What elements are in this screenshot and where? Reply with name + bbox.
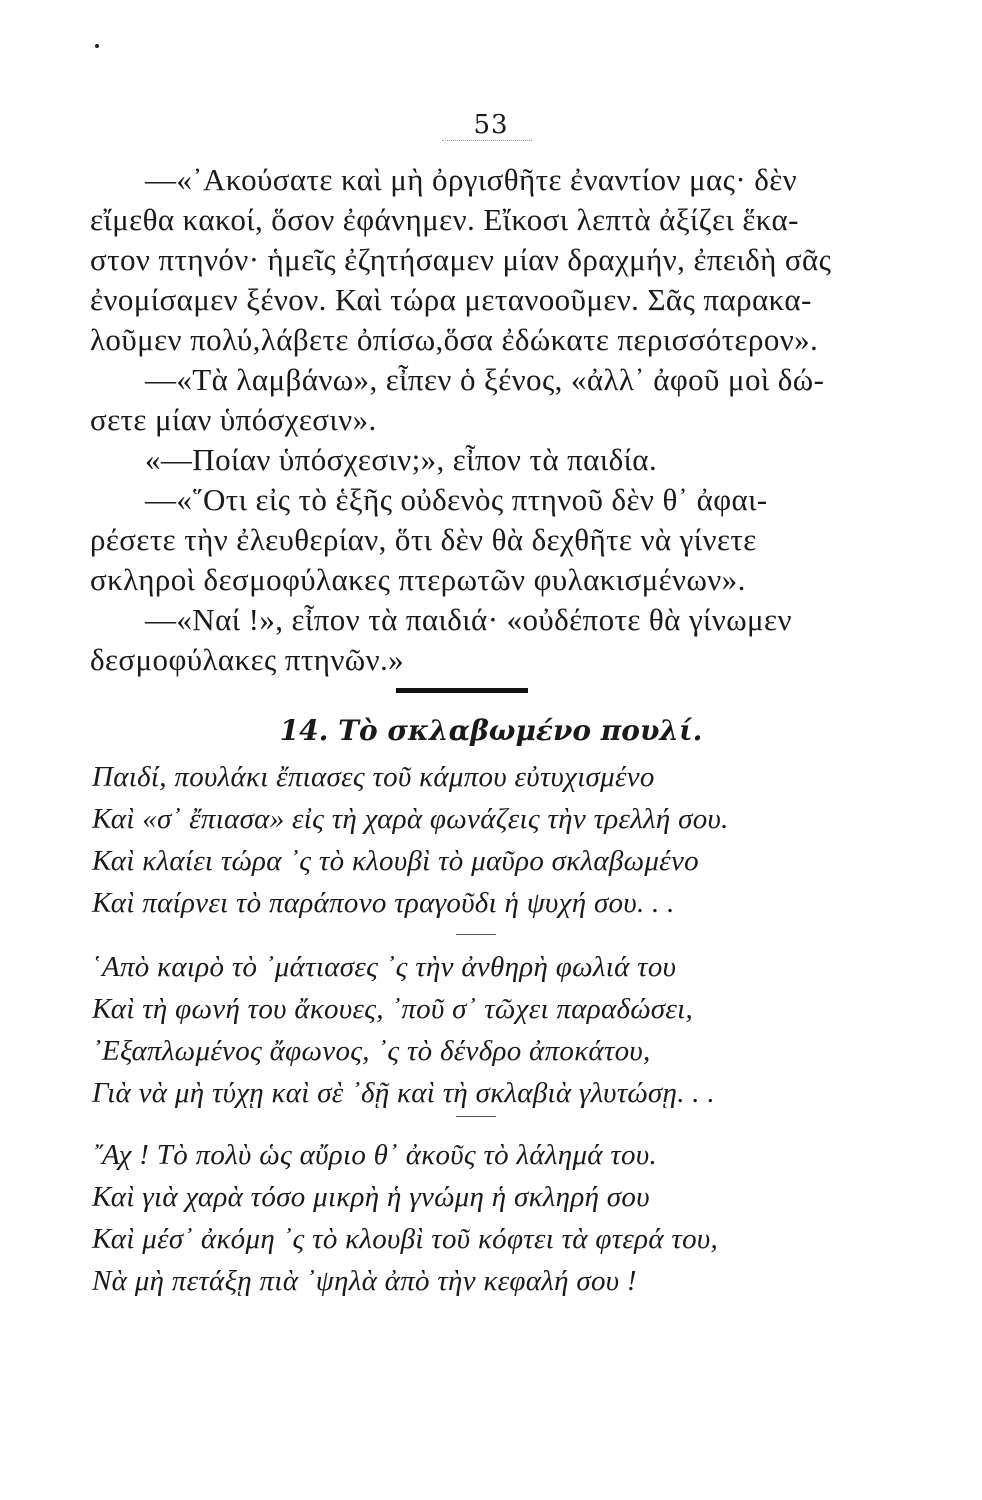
poem-line: Παιδί, πουλάκι ἔπιασες τοῦ κάμπου εὐτυχισμένο <box>92 761 655 793</box>
poem-line: Νὰ μὴ πετάξῃ πιὰ ᾿ψηλὰ ἀπὸ τὴν κεφαλή σου ! <box>92 1265 637 1297</box>
prose-line: λοῦμεν πολύ,λάβετε ὀπίσω,ὅσα ἐδώκατε περισσότερον». <box>90 322 819 357</box>
poem-line: Καὶ μέσ᾿ ἀκόμη ᾿ς τὸ κλουβὶ τοῦ κόφτει τὰ φτερά του, <box>92 1223 719 1255</box>
poem-line: Καὶ «σ᾿ ἔπιασα» εἰς τὴ χαρὰ φωνάζεις τὴν τρελλή σου. <box>92 803 729 835</box>
poem-line: Καὶ τὴ φωνή του ἄκουες, ᾿ποῦ σ᾿ τῶχει παραδώσει, <box>92 993 694 1025</box>
prose-line: στον πτηνόν· ἡμεῖς ἐζητήσαμεν μίαν δραχμήν, ἐπειδὴ σᾶς <box>90 242 832 277</box>
prose-line: δεσμοφύλακες πτηνῶν.» <box>90 642 405 677</box>
prose-line: σκληροὶ δεσμοφύλακες πτερωτῶν φυλακισμένων». <box>90 562 746 597</box>
page-number-underline <box>442 140 532 141</box>
stanza-divider <box>456 934 496 935</box>
prose-line: ρέσετε τὴν ἐλευθερίαν, ὅτι δὲν θὰ δεχθῆτε νὰ γίνετε <box>90 522 757 557</box>
poem-line: Γιὰ νὰ μὴ τύχῃ καὶ σὲ ᾿δῇ καὶ τὴ σκλαβιὰ γλυτώσῃ. . . <box>92 1077 715 1109</box>
prose-line: ἐνομίσαμεν ξένον. Καὶ τώρα μετανοοῦμεν. Σᾶς παρακα- <box>90 282 812 317</box>
poem-line: Καὶ γιὰ χαρὰ τόσο μικρὴ ἡ γνώμη ἡ σκληρή σου <box>92 1181 650 1213</box>
prose-line: «—Ποίαν ὑπόσχεσιν;», εἶπον τὰ παιδία. <box>145 442 658 477</box>
stanza-divider <box>456 1116 496 1117</box>
prose-line: εἴμεθα κακοί, ὅσον ἐφάνημεν. Εἴκοσι λεπτὰ ἀξίζει ἕκα- <box>90 202 799 237</box>
prose-line: —«Τὰ λαμβάνω», εἶπεν ὁ ξένος, «ἀλλ᾿ ἀφοῦ μοὶ δώ- <box>145 362 825 397</box>
prose-line: —«῞Οτι εἰς τὸ ἑξῆς οὐδενὸς πτηνοῦ δὲν θ᾿ ἀφαι- <box>145 482 768 517</box>
chapter-title: 14. Τὸ σκλαβωμένο πουλί. <box>279 714 703 747</box>
prose-line: —«Ναί !», εἶπον τὰ παιδιά· «οὐδέποτε θὰ γίνωμεν <box>145 602 792 637</box>
poem-line: ᾿Εξαπλωμένος ἄφωνος, ᾿ς τὸ δένδρο ἀποκάτου, <box>92 1035 651 1067</box>
stray-mark <box>95 44 99 48</box>
poem-line: Καὶ κλαίει τώρα ᾿ς τὸ κλουβὶ τὸ μαῦρο σκλαβωμένο <box>92 845 699 877</box>
poem-line: Καὶ παίρνει τὸ παράπονο τραγοῦδι ἡ ψυχή σου. . . <box>92 887 675 919</box>
prose-line: —«᾿Ακούσατε καὶ μὴ ὀργισθῆτε ἐναντίον μας· δὲν <box>145 162 798 197</box>
section-divider <box>396 688 528 693</box>
prose-line: σετε μίαν ὑπόσχεσιν». <box>90 402 377 437</box>
poem-line: ῾Απὸ καιρὸ τὸ ᾿μάτιασες ᾿ς τὴν ἀνθηρὴ φωλιά του <box>92 951 677 983</box>
page-number: 53 <box>473 110 509 140</box>
poem-line: ῎Αχ ! Τὸ πολὺ ὡς αὔριο θ᾿ ἀκοῦς τὸ λάλημά του. <box>92 1139 658 1171</box>
